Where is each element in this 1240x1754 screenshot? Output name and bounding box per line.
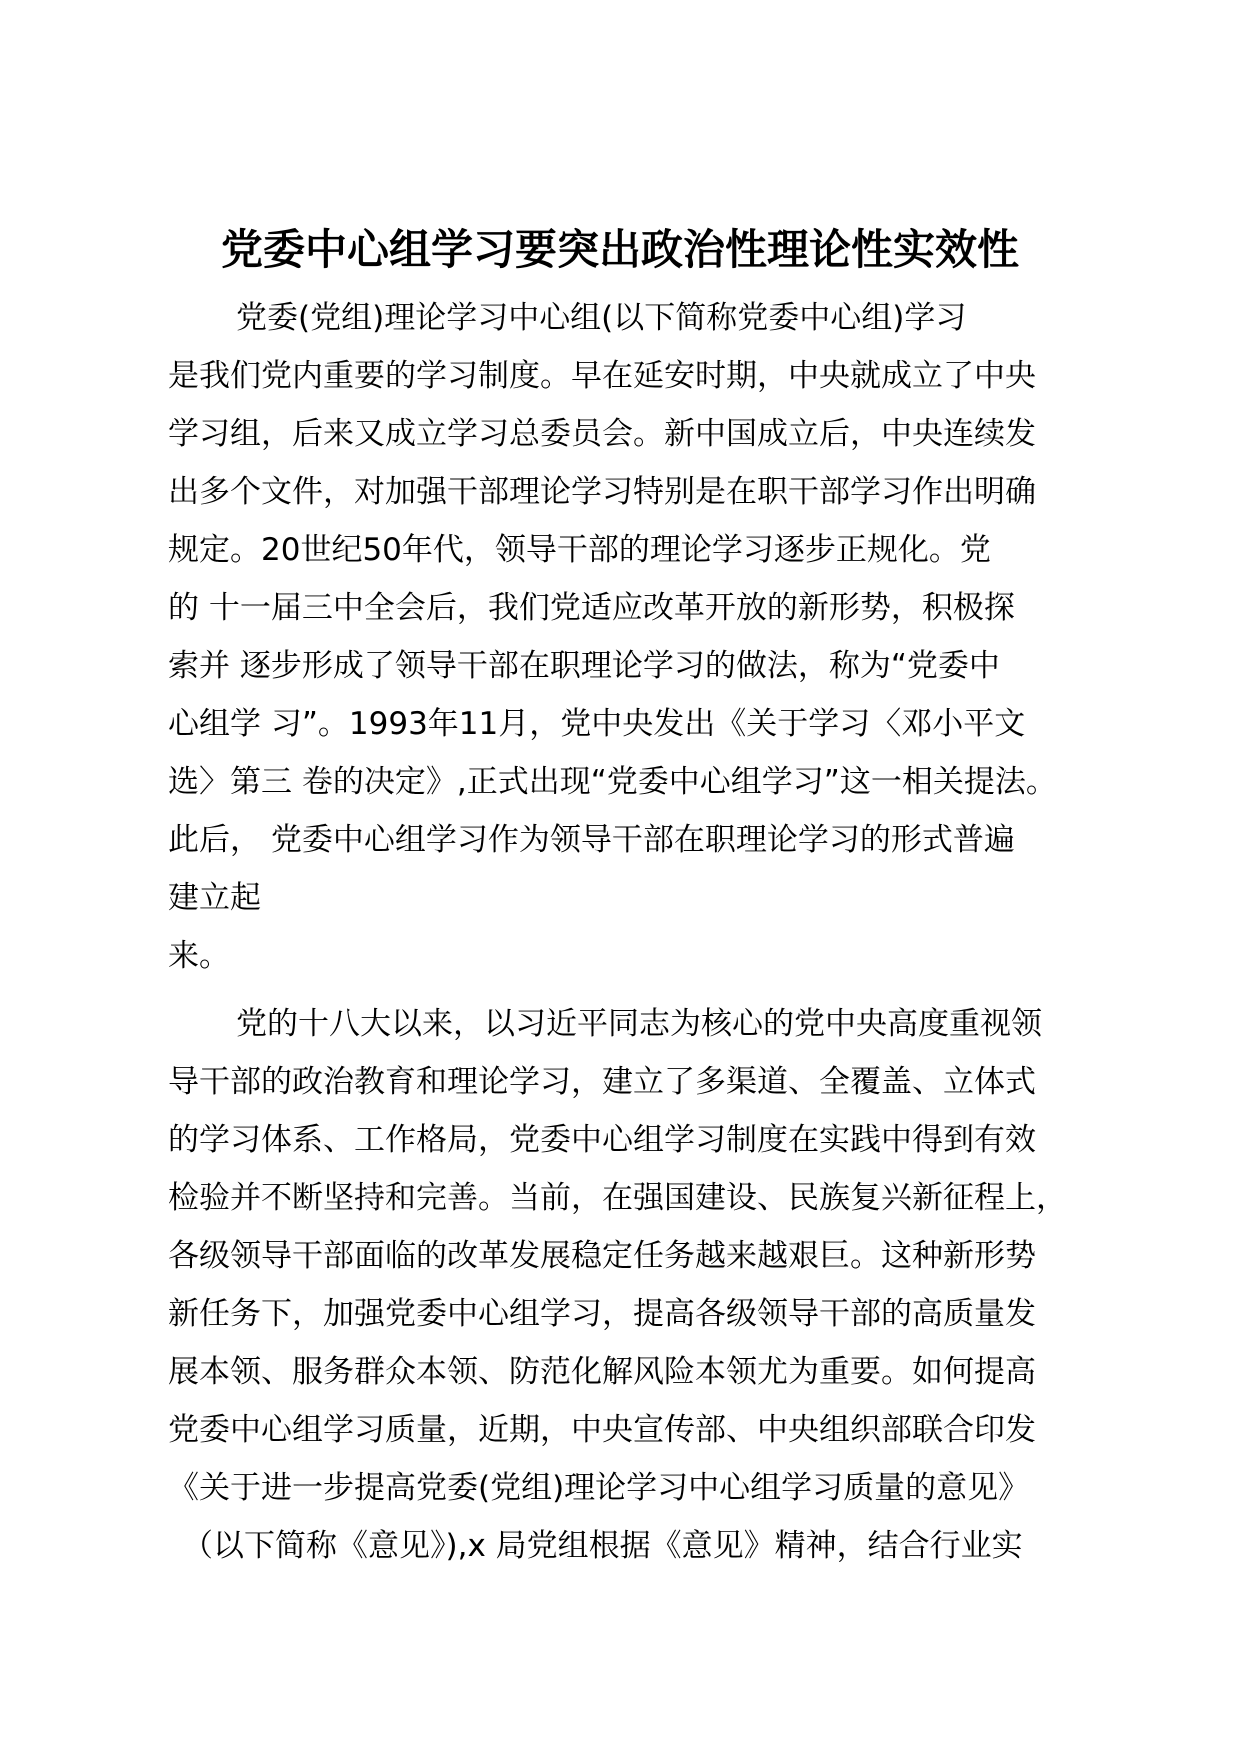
paragraph-1-line-11: 建立起: [168, 880, 261, 916]
paragraph-1-line-4: 出多个文件，对加强干部理论学习特别是在职干部学习作出明确: [168, 474, 1036, 510]
paragraph-1-line-2: 是我们党内重要的学习制度。早在延安时期，中央就成立了中央: [168, 358, 1036, 394]
paragraph-2-line-10: （以下简称《意见》),x 局党组根据《意见》精神，结合行业实: [182, 1528, 1023, 1564]
paragraph-1-line-3: 学习组，后来又成立学习总委员会。新中国成立后，中央连续发: [168, 416, 1036, 452]
paragraph-2-line-1: 党的十八大以来，以习近平同志为核心的党中央高度重视领: [236, 1006, 1042, 1042]
paragraph-2-line-6: 新任务下，加强党委中心组学习，提高各级领导干部的高质量发: [168, 1296, 1036, 1332]
paragraph-1-line-6: 的 十一届三中全会后，我们党适应改革开放的新形势，积极探: [168, 590, 1015, 626]
paragraph-2-line-5: 各级领导干部面临的改革发展稳定任务越来越艰巨。这种新形势: [168, 1238, 1036, 1274]
paragraph-1-line-8: 心组学 习”。1993年11月，党中央发出《关于学习〈邓小平文: [168, 706, 1026, 742]
paragraph-2-line-3: 的学习体系、工作格局，党委中心组学习制度在实践中得到有效: [168, 1122, 1036, 1158]
paragraph-2-line-2: 导干部的政治教育和理论学习，建立了多渠道、全覆盖、立体式: [168, 1064, 1036, 1100]
paragraph-1-line-9: 选〉第三 卷的决定》,正式出现“党委中心组学习”这一相关提法。: [168, 764, 1057, 800]
paragraph-2-line-8: 党委中心组学习质量，近期，中央宣传部、中央组织部联合印发: [168, 1412, 1036, 1448]
paragraph-2-line-7: 展本领、服务群众本领、防范化解风险本领尤为重要。如何提高: [168, 1354, 1036, 1390]
paragraph-1-line-7: 索并 逐步形成了领导干部在职理论学习的做法，称为“党委中: [168, 648, 1000, 684]
paragraph-1-line-12: 来。: [168, 938, 230, 974]
paragraph-2-line-9: 《关于进一步提高党委(党组)理论学习中心组学习质量的意见》: [168, 1470, 1030, 1506]
paragraph-2-line-4: 检验并不断坚持和完善。当前，在强国建设、民族复兴新征程上，: [168, 1180, 1067, 1216]
paragraph-1-line-1: 党委(党组)理论学习中心组(以下简称党委中心组)学习: [236, 300, 967, 336]
document-title: 党委中心组学习要突出政治性理论性实效性: [220, 225, 1019, 274]
paragraph-1-line-5: 规定。20世纪50年代，领导干部的理论学习逐步正规化。党: [168, 532, 991, 568]
paragraph-1-line-10: 此后， 党委中心组学习作为领导干部在职理论学习的形式普遍: [168, 822, 1015, 858]
